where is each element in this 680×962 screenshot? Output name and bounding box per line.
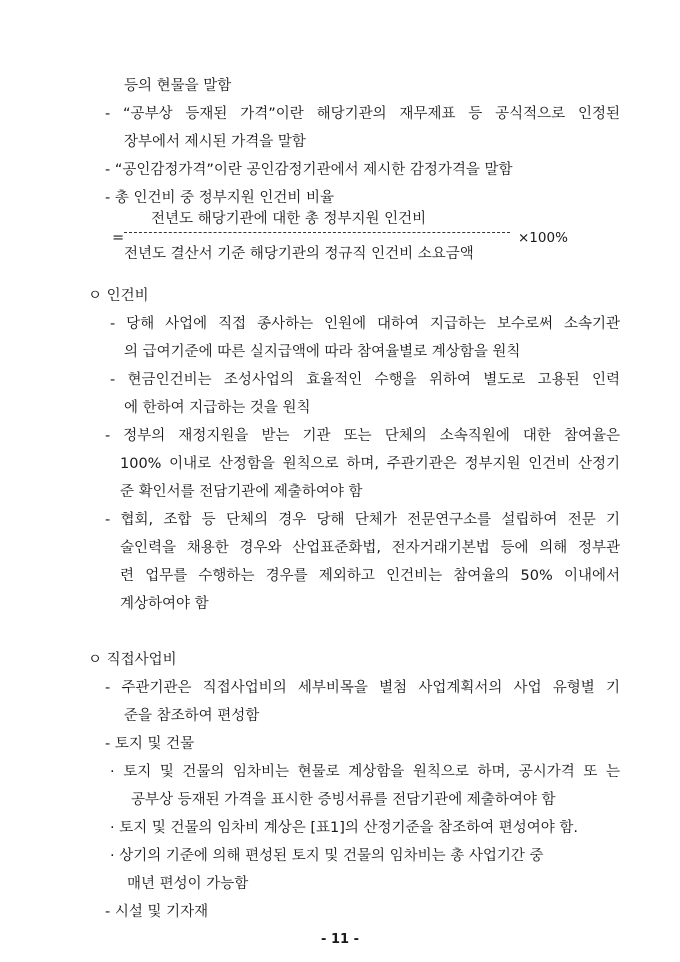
text-line: - 토지 및 건물 [105, 736, 195, 752]
text-line: - 현금인건비는 조성사업의 효율적인 수행을 위하여 별도로 고용된 인력 [110, 372, 620, 388]
text-line: - 협회, 조합 등 단체의 경우 당해 단체가 전문연구소를 설립하여 전문 기 [105, 512, 620, 528]
text-line: 계상하여야 함 [120, 596, 209, 612]
fraction-rule [124, 232, 510, 233]
text-line: 준을 참조하여 편성함 [124, 708, 260, 724]
formula-multiplier: ×100% [518, 230, 568, 246]
section-heading: ㅇ 인건비 [88, 288, 149, 304]
page-number: - 11 - [321, 932, 359, 947]
formula-equals: = [112, 230, 125, 246]
text-line: - 정부의 재정지원을 받는 기관 또는 단체의 소속직원에 대한 참여율은 [105, 428, 620, 444]
section-heading: ㅇ 직접사업비 [88, 652, 177, 668]
text-line: 에 한하여 지급하는 것을 원칙 [124, 400, 311, 416]
formula-numerator: 전년도 해당기관에 대한 총 정부지원 인건비 [151, 211, 427, 227]
text-line: 매년 편성이 가능함 [127, 876, 249, 892]
text-line: · 토지 및 건물의 임차비 계상은 [표1]의 산정기준을 참조하여 편성여야 함. [110, 820, 579, 836]
text-line: - “공인감정가격”이란 공인감정기관에서 제시한 감정가격을 말함 [105, 162, 513, 178]
formula-denominator: 전년도 결산서 기준 해당기관의 정규직 인건비 소요금액 [124, 246, 474, 262]
text-line: - 주관기관은 직접사업비의 세부비목을 별첨 사업계획서의 사업 유형별 기 [105, 680, 620, 696]
text-line: 장부에서 제시된 가격을 말함 [124, 134, 306, 150]
text-line: 등의 현물을 말함 [124, 78, 232, 94]
text-line: - 총 인건비 중 정부지원 인건비 비율 [105, 190, 334, 206]
text-line: 100% 이내로 산정함을 원칙으로 하며, 주관기관은 정부지원 인건비 산정기 [120, 456, 620, 472]
text-line: 의 급여기준에 따른 실지급액에 따라 참여율별로 계상함을 원칙 [124, 344, 521, 360]
text-line: 련 업무를 수행하는 경우를 제외하고 인건비는 참여율의 50% 이내에서 [120, 568, 620, 584]
text-line: - 시설 및 기자재 [105, 904, 209, 920]
text-line: - “공부상 등재된 가격”이란 해당기관의 재무제표 등 공식적으로 인정된 [105, 106, 620, 122]
text-line: 술인력을 채용한 경우와 산업표준화법, 전자거래기본법 등에 의해 정부관 [120, 540, 620, 556]
text-line: · 상기의 기준에 의해 편성된 토지 및 건물의 임차비는 총 사업기간 중 [110, 848, 544, 864]
text-line: 공부상 등재된 가격을 표시한 증빙서류를 전담기관에 제출하여야 함 [131, 792, 556, 808]
text-line: · 토지 및 건물의 임차비는 현물로 계상함을 원칙으로 하며, 공시가격 또 는 [110, 764, 620, 780]
text-line: - 당해 사업에 직접 종사하는 인원에 대하여 지급하는 보수로써 소속기관 [110, 316, 620, 332]
text-line: 준 확인서를 전담기관에 제출하여야 함 [120, 484, 363, 500]
